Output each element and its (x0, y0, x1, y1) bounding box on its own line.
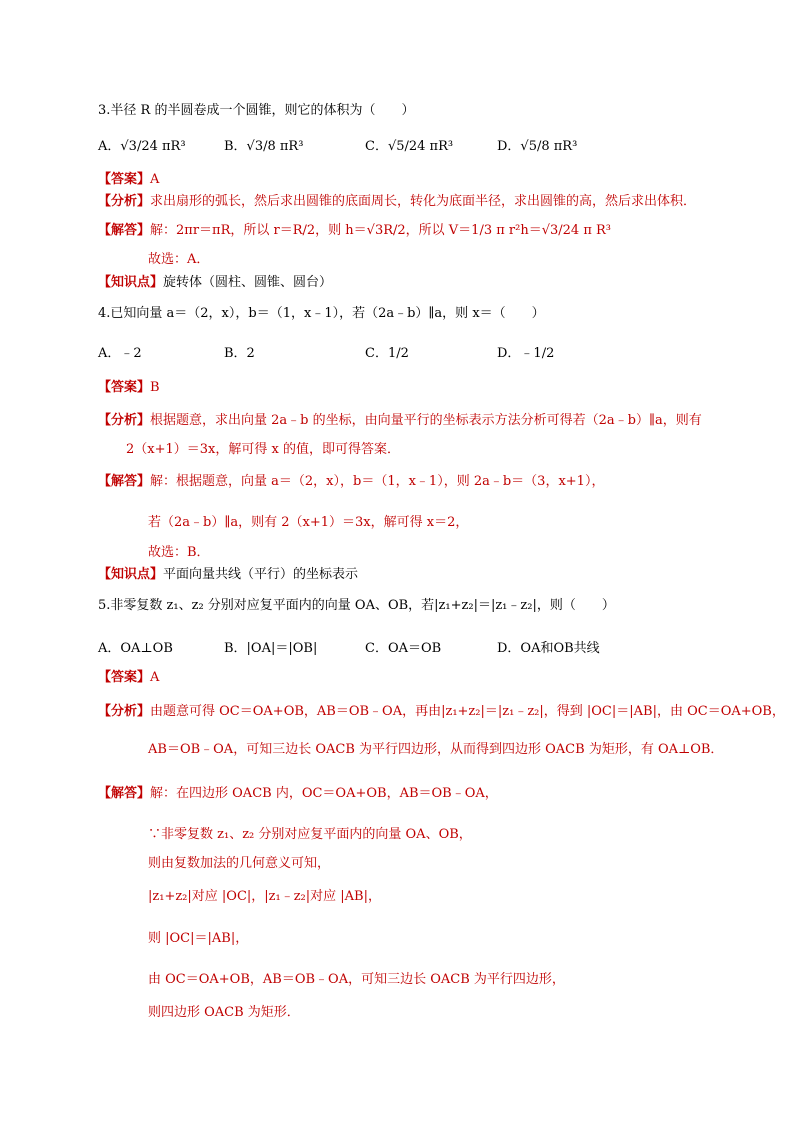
analysis-text: 根据题意，求出向量 2a﹣b 的坐标，由向量平行的坐标表示方法分析可得若（2a﹣b）∥a，则有 (150, 413, 702, 428)
q3-solution (98, 222, 611, 240)
analysis-label: 【分析】 (98, 704, 151, 719)
answer-label: 【答案】 (98, 670, 151, 685)
q3-option-a: A．√3/24 πR³ (98, 139, 186, 154)
q4-analysis (98, 412, 702, 430)
q5-analysis-cont: AB＝OB﹣OA，可知三边长 OACB 为平行四边形，从而得到四边形 OACB 为矩形，有 OA⊥OB． (148, 742, 724, 757)
q4-knowledge (98, 566, 358, 584)
solution-text: 解：根据题意，向量 a＝（2，x），b＝（1，x﹣1），则 2a﹣b＝（3，x+1）， (150, 474, 605, 489)
q5-option-c: C．OA＝OB (365, 641, 442, 656)
q4-option-d: D．﹣1/2 (497, 346, 555, 361)
q4-solution (98, 473, 604, 491)
knowledge-label: 【知识点】 (98, 567, 164, 582)
q5-option-a: A．OA⊥OB (98, 641, 173, 656)
q5-solution-7: 则四边形 OACB 为矩形． (148, 1005, 300, 1020)
analysis-label: 【分析】 (98, 194, 151, 209)
solution-label: 【解答】 (98, 223, 151, 238)
analysis-text: 求出扇形的弧长，然后求出圆锥的底面周长，转化为底面半径，求出圆锥的高，然后求出体积． (150, 194, 697, 209)
q3-knowledge (98, 274, 332, 292)
knowledge-text: 旋转体（圆柱、圆锥、圆台） (163, 275, 333, 290)
q3-option-d: D．√5/8 πR³ (497, 139, 578, 154)
solution-text: 解：2πr＝πR，所以 r＝R/2，则 h＝√3R/2，所以 V＝1/3 π r²h＝√3/24 π R³ (150, 223, 611, 238)
q5-option-b: B．|OA|＝|OB| (224, 641, 318, 656)
solution-text: 解：在四边形 OACB 内，OC＝OA+OB，AB＝OB﹣OA， (150, 786, 498, 801)
knowledge-text: 平面向量共线（平行）的坐标表示 (163, 567, 359, 582)
answer-label: 【答案】 (98, 380, 151, 395)
q4-option-c: C．1/2 (365, 346, 409, 361)
q5-solution-4: |z₁+z₂|对应 |OC|，|z₁﹣z₂|对应 |AB|， (148, 889, 381, 904)
question-5-stem: 5.非零复数 z₁、z₂ 分别对应复平面内的向量 OA、OB，若|z₁+z₂|＝|z₁﹣z₂|，则（ ） (98, 598, 615, 613)
solution-label: 【解答】 (98, 786, 151, 801)
analysis-label: 【分析】 (98, 413, 151, 428)
question-3-stem: 3.半径 R 的半圆卷成一个圆锥，则它的体积为（ ） (98, 103, 415, 118)
analysis-text: 由题意可得 OC＝OA+OB，AB＝OB﹣OA，再由|z₁+z₂|＝|z₁﹣z₂|，得到 |OC|＝|AB|，由 OC＝OA+OB， (150, 704, 785, 719)
answer-value: B (150, 380, 160, 395)
q4-solution-2: 若（2a﹣b）∥a，则有 2（x+1）＝3x，解可得 x＝2， (148, 515, 469, 530)
answer-value: A (150, 172, 160, 187)
q4-option-b: B．2 (224, 346, 255, 361)
q3-conclusion: 故选：A． (148, 252, 210, 267)
q5-answer (98, 669, 159, 687)
q3-option-b: B．√3/8 πR³ (224, 139, 304, 154)
q5-solution (98, 785, 498, 803)
q3-option-c: C．√5/24 πR³ (365, 139, 454, 154)
q5-option-d: D．OA和OB共线 (497, 641, 600, 656)
q5-solution-6: 由 OC＝OA+OB，AB＝OB﹣OA，可知三边长 OACB 为平行四边形， (148, 972, 565, 987)
question-4-stem: 4.已知向量 a＝（2，x），b＝（1，x﹣1），若（2a﹣b）∥a，则 x＝（ ） (98, 306, 545, 321)
q4-option-a: A．﹣2 (98, 346, 142, 361)
answer-value: A (150, 670, 160, 685)
q5-solution-3: 则由复数加法的几何意义可知， (148, 856, 331, 871)
answer-label: 【答案】 (98, 172, 151, 187)
q5-solution-5: 则 |OC|＝|AB|， (148, 931, 249, 946)
q5-analysis (98, 703, 785, 721)
q4-conclusion: 故选：B． (148, 545, 210, 560)
solution-label: 【解答】 (98, 474, 151, 489)
knowledge-label: 【知识点】 (98, 275, 164, 290)
q4-answer (98, 379, 160, 397)
q3-answer (98, 171, 159, 189)
q5-solution-2: ∵非零复数 z₁、z₂ 分别对应复平面内的向量 OA、OB， (148, 827, 472, 842)
q3-analysis (98, 193, 696, 211)
q4-analysis-cont: 2（x+1）＝3x，解可得 x 的值，即可得答案． (126, 442, 400, 457)
